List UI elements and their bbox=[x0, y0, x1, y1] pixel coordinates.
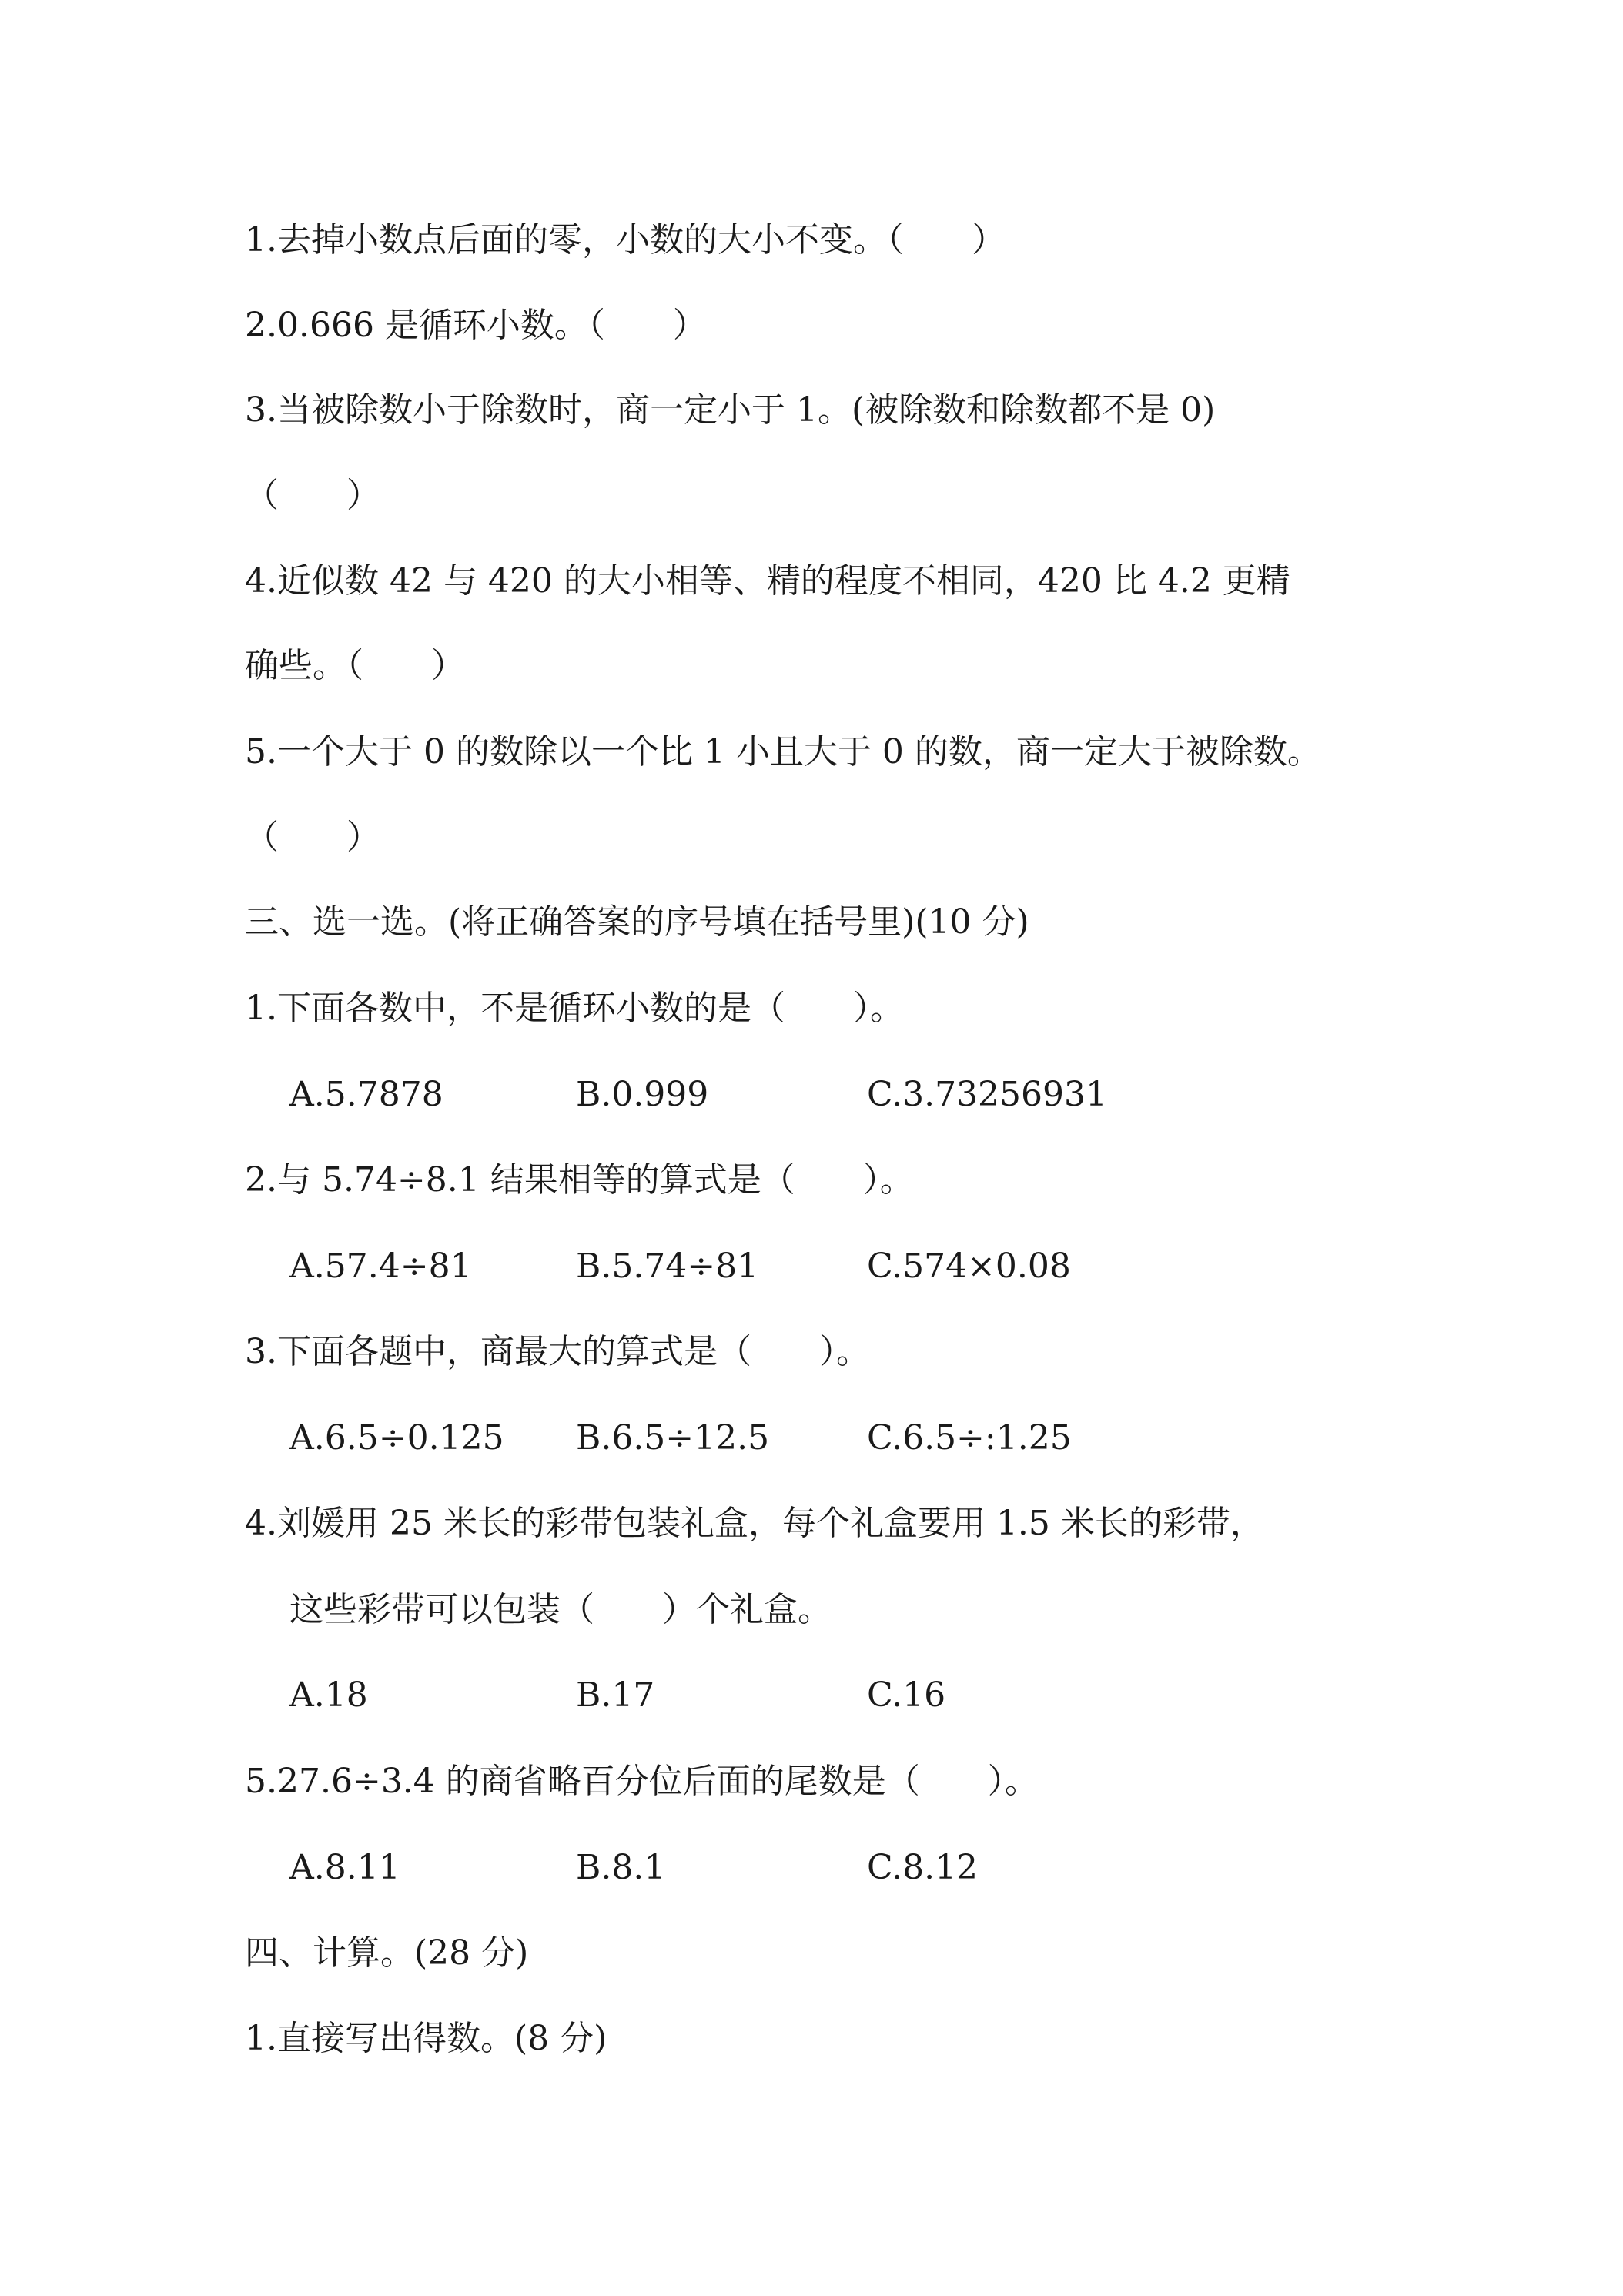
judgement-item-5-line1: 5.一个大于 0 的数除以一个比 1 小且大于 0 的数，商一定大于被除数。 bbox=[245, 732, 1321, 771]
section-3-heading: 三、选一选。(将正确答案的序号填在括号里)(10 分) bbox=[245, 902, 1029, 942]
choice-4-stem-line2: 这些彩带可以包装（ ）个礼盒。 bbox=[289, 1590, 832, 1629]
judgement-item-4-line2: 确些。（ ） bbox=[245, 646, 465, 685]
choice-5-option-b: B.8.1 bbox=[576, 1848, 666, 1887]
judgement-item-3-line2: （ ） bbox=[245, 476, 380, 515]
section-4-sub-1: 1.直接写出得数。(8 分) bbox=[245, 2019, 607, 2058]
choice-2-option-b: B.5.74÷81 bbox=[576, 1247, 759, 1286]
judgement-item-3-line1: 3.当被除数小于除数时，商一定小于 1。(被除数和除数都不是 0) bbox=[245, 390, 1216, 430]
choice-1-option-a: A.5.7878 bbox=[289, 1075, 443, 1114]
judgement-item-5-line2: （ ） bbox=[245, 818, 380, 857]
choice-1-stem: 1.下面各数中，不是循环小数的是（ ）。 bbox=[245, 989, 904, 1028]
judgement-item-2: 2.0.666 是循环小数。（ ） bbox=[245, 306, 707, 345]
judgement-item-4-line1: 4.近似数 42 与 420 的大小相等、精的程度不相同，420 比 4.2 更精 bbox=[245, 561, 1290, 601]
choice-1-option-b: B.0.999 bbox=[576, 1075, 709, 1114]
choice-3-stem: 3.下面各题中，商最大的算式是（ ）。 bbox=[245, 1332, 870, 1371]
judgement-item-1: 1.去掉小数点后面的零，小数的大小不变。（ ） bbox=[245, 220, 1006, 259]
choice-4-option-b: B.17 bbox=[576, 1675, 655, 1715]
choice-4-stem-line1: 4.刘媛用 25 米长的彩带包装礼盒，每个礼盒要用 1.5 米长的彩带， bbox=[245, 1504, 1264, 1543]
choice-2-option-c: C.574×0.08 bbox=[867, 1247, 1071, 1286]
choice-4-option-a: A.18 bbox=[289, 1675, 368, 1715]
choice-3-option-a: A.6.5÷0.125 bbox=[289, 1418, 504, 1458]
choice-5-option-c: C.8.12 bbox=[867, 1848, 979, 1887]
choice-2-option-a: A.57.4÷81 bbox=[289, 1247, 472, 1286]
choice-3-option-c: C.6.5÷:1.25 bbox=[867, 1418, 1072, 1458]
choice-3-option-b: B.6.5÷12.5 bbox=[576, 1418, 770, 1458]
choice-5-stem: 5.27.6÷3.4 的商省略百分位后面的尾数是（ ）。 bbox=[245, 1762, 1039, 1801]
choice-2-stem: 2.与 5.74÷8.1 结果相等的算式是（ ）。 bbox=[245, 1160, 914, 1200]
section-4-heading: 四、计算。(28 分) bbox=[245, 1933, 529, 1973]
choice-5-option-a: A.8.11 bbox=[289, 1848, 400, 1887]
choice-1-option-c: C.3.73256931 bbox=[867, 1075, 1108, 1114]
choice-4-option-c: C.16 bbox=[867, 1675, 946, 1715]
